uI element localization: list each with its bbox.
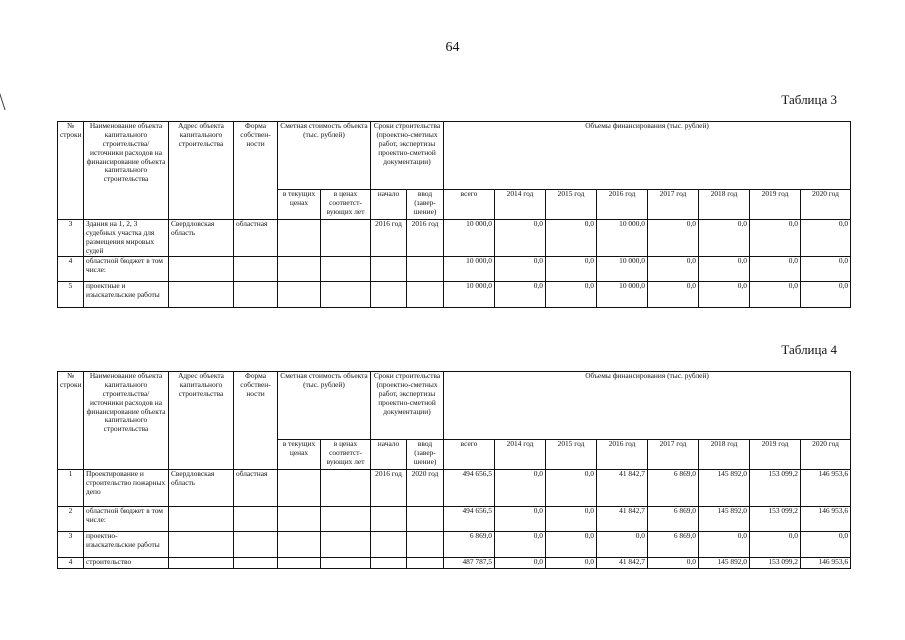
row-total: 487 787,5 xyxy=(444,558,495,569)
row-cost-years xyxy=(321,257,371,282)
row-cost-years xyxy=(321,532,371,558)
row-year-value: 146 953,6 xyxy=(801,558,851,569)
row-ownership: областная xyxy=(234,470,278,507)
row-year-value: 0,0 xyxy=(699,532,750,558)
header-cost-year-prices: в ценах соответст-вующих лет xyxy=(321,440,371,470)
row-year-value: 0,0 xyxy=(546,282,597,308)
row-year-value: 6 869,0 xyxy=(648,507,699,532)
row-year-value: 0,0 xyxy=(546,257,597,282)
row-year-value: 145 892,0 xyxy=(699,558,750,569)
row-year-value: 6 869,0 xyxy=(648,532,699,558)
row-year-value: 0,0 xyxy=(546,532,597,558)
row-end xyxy=(407,257,444,282)
row-year-value: 153 099,2 xyxy=(750,470,801,507)
row-year-value: 0,0 xyxy=(546,470,597,507)
row-number: 4 xyxy=(58,558,84,569)
row-address: Свердловская область xyxy=(169,470,234,507)
row-year-value: 0,0 xyxy=(495,282,546,308)
row-year-value: 0,0 xyxy=(546,507,597,532)
financing-table-4 xyxy=(57,371,851,569)
row-year-value: 0,0 xyxy=(495,470,546,507)
header-row xyxy=(58,122,851,190)
table-row xyxy=(58,507,851,532)
row-year-value: 153 099,2 xyxy=(750,558,801,569)
header-total: всего xyxy=(444,190,495,220)
row-ownership: областная xyxy=(234,220,278,257)
header-cost-current-prices: в текущих ценах xyxy=(278,190,321,220)
header-estimated-cost: Сметная стоимость объекта (тыс. рублей) xyxy=(278,122,371,190)
row-start xyxy=(371,507,407,532)
row-year-value: 0,0 xyxy=(750,282,801,308)
row-total: 494 656,5 xyxy=(444,470,495,507)
header-year: 2020 год xyxy=(801,440,851,470)
row-object-name: проектно-изыскательские работы xyxy=(84,532,169,558)
row-cost-years xyxy=(321,507,371,532)
scan-edge-mark xyxy=(0,88,14,110)
row-ownership xyxy=(234,558,278,569)
financing-table-3 xyxy=(57,121,851,308)
row-cost-current xyxy=(278,257,321,282)
row-total: 10 000,0 xyxy=(444,282,495,308)
header-cost-year-prices: в ценах соответст-вующих лет xyxy=(321,190,371,220)
row-year-value: 0,0 xyxy=(801,220,851,257)
row-cost-years xyxy=(321,220,371,257)
row-cost-current xyxy=(278,507,321,532)
header-year: 2014 год xyxy=(495,440,546,470)
row-year-value: 0,0 xyxy=(546,558,597,569)
table-4-caption: Таблица 4 xyxy=(781,342,837,357)
row-object-name: строительство xyxy=(84,558,169,569)
row-end xyxy=(407,558,444,569)
row-year-value: 0,0 xyxy=(750,220,801,257)
row-address xyxy=(169,507,234,532)
table-3-caption: Таблица 3 xyxy=(781,92,837,107)
table-row xyxy=(58,220,851,257)
row-object-name: Проектирование и строительство пожарных депо xyxy=(84,470,169,507)
row-cost-years xyxy=(321,558,371,569)
row-year-value: 0,0 xyxy=(495,220,546,257)
row-address xyxy=(169,257,234,282)
header-end: ввод (завер-шение) xyxy=(407,440,444,470)
header-ownership: Форма собствен-ности xyxy=(234,122,278,220)
row-end xyxy=(407,282,444,308)
row-year-value: 0,0 xyxy=(597,532,648,558)
row-start xyxy=(371,532,407,558)
header-row-number: № строки xyxy=(58,122,84,220)
page-number: 64 xyxy=(445,40,460,55)
header-year: 2019 год xyxy=(750,190,801,220)
header-financing-volumes: Объемы финансирования (тыс. рублей) xyxy=(444,122,851,190)
row-year-value: 0,0 xyxy=(699,257,750,282)
row-object-name: Здания на 1, 2, 3 судебных участка для размещения мировых судей xyxy=(84,220,169,257)
row-total: 494 656,5 xyxy=(444,507,495,532)
header-object-name: Наименование объекта капитального строительства/ источники расходов на финансирование объекта капитального строительства xyxy=(84,122,169,220)
row-number: 5 xyxy=(58,282,84,308)
row-year-value: 10 000,0 xyxy=(597,257,648,282)
row-year-value: 6 869,0 xyxy=(648,470,699,507)
header-ownership: Форма собствен-ности xyxy=(234,372,278,470)
row-ownership xyxy=(234,257,278,282)
row-total: 10 000,0 xyxy=(444,257,495,282)
row-cost-current xyxy=(278,470,321,507)
row-year-value: 41 842,7 xyxy=(597,507,648,532)
header-year: 2014 год xyxy=(495,190,546,220)
header-end: ввод (завер-шение) xyxy=(407,190,444,220)
header-year: 2016 год xyxy=(597,440,648,470)
row-year-value: 146 953,6 xyxy=(801,470,851,507)
row-year-value: 10 000,0 xyxy=(597,220,648,257)
row-year-value: 0,0 xyxy=(648,257,699,282)
header-row xyxy=(58,372,851,440)
row-year-value: 0,0 xyxy=(495,257,546,282)
row-year-value: 0,0 xyxy=(546,220,597,257)
row-address xyxy=(169,558,234,569)
row-number: 1 xyxy=(58,470,84,507)
row-year-value: 0,0 xyxy=(750,257,801,282)
row-number: 3 xyxy=(58,532,84,558)
row-start xyxy=(371,558,407,569)
row-year-value: 0,0 xyxy=(495,558,546,569)
table-row xyxy=(58,558,851,569)
row-cost-years xyxy=(321,470,371,507)
row-ownership xyxy=(234,507,278,532)
row-total: 10 000,0 xyxy=(444,220,495,257)
row-address: Свердловская область xyxy=(169,220,234,257)
header-year: 2020 год xyxy=(801,190,851,220)
header-cost-current-prices: в текущих ценах xyxy=(278,440,321,470)
row-object-name: проектные и изыскательские работы xyxy=(84,282,169,308)
table-row xyxy=(58,282,851,308)
header-year: 2017 год xyxy=(648,190,699,220)
row-year-value: 0,0 xyxy=(699,282,750,308)
row-start xyxy=(371,257,407,282)
header-year: 2015 год xyxy=(546,190,597,220)
row-number: 3 xyxy=(58,220,84,257)
header-estimated-cost: Сметная стоимость объекта (тыс. рублей) xyxy=(278,372,371,440)
row-cost-current xyxy=(278,220,321,257)
table-row xyxy=(58,257,851,282)
header-total: всего xyxy=(444,440,495,470)
row-address xyxy=(169,532,234,558)
table-row xyxy=(58,532,851,558)
row-year-value: 153 099,2 xyxy=(750,507,801,532)
row-number: 4 xyxy=(58,257,84,282)
row-year-value: 0,0 xyxy=(699,220,750,257)
row-cost-years xyxy=(321,282,371,308)
row-year-value: 0,0 xyxy=(495,532,546,558)
header-address: Адрес объекта капитального строительства xyxy=(169,122,234,220)
row-year-value: 145 892,0 xyxy=(699,507,750,532)
row-start: 2016 год xyxy=(371,220,407,257)
row-year-value: 146 953,6 xyxy=(801,507,851,532)
row-end xyxy=(407,532,444,558)
header-address: Адрес объекта капитального строительства xyxy=(169,372,234,470)
row-year-value: 41 842,7 xyxy=(597,558,648,569)
header-start: начало xyxy=(371,190,407,220)
row-ownership xyxy=(234,282,278,308)
row-end xyxy=(407,507,444,532)
header-year: 2019 год xyxy=(750,440,801,470)
row-year-value: 10 000,0 xyxy=(597,282,648,308)
row-ownership xyxy=(234,532,278,558)
header-year: 2017 год xyxy=(648,440,699,470)
header-year: 2018 год xyxy=(699,190,750,220)
row-year-value: 0,0 xyxy=(801,282,851,308)
row-year-value: 0,0 xyxy=(495,507,546,532)
row-end: 2016 год xyxy=(407,220,444,257)
row-total: 6 869,0 xyxy=(444,532,495,558)
header-year: 2015 год xyxy=(546,440,597,470)
row-year-value: 0,0 xyxy=(648,220,699,257)
header-construction-terms: Сроки строительства (проектно-сметных работ, экспертизы проектно-сметной документации) xyxy=(371,372,444,440)
header-start: начало xyxy=(371,440,407,470)
row-cost-current xyxy=(278,282,321,308)
row-address xyxy=(169,282,234,308)
header-object-name: Наименование объекта капитального строительства/ источники расходов на финансирование объекта капитального строительства xyxy=(84,372,169,470)
row-year-value: 0,0 xyxy=(750,532,801,558)
row-year-value: 0,0 xyxy=(801,532,851,558)
header-construction-terms: Сроки строительства (проектно-сметных работ, экспертизы проектно-сметной документации) xyxy=(371,122,444,190)
row-year-value: 0,0 xyxy=(801,257,851,282)
table-row xyxy=(58,470,851,507)
row-year-value: 0,0 xyxy=(648,282,699,308)
header-year: 2018 год xyxy=(699,440,750,470)
header-year: 2016 год xyxy=(597,190,648,220)
row-cost-current xyxy=(278,558,321,569)
row-object-name: областной бюджет в том числе: xyxy=(84,257,169,282)
header-row-number: № строки xyxy=(58,372,84,470)
row-object-name: областной бюджет в том числе: xyxy=(84,507,169,532)
row-year-value: 145 892,0 xyxy=(699,470,750,507)
row-number: 2 xyxy=(58,507,84,532)
header-financing-volumes: Объемы финансирования (тыс. рублей) xyxy=(444,372,851,440)
row-end: 2020 год xyxy=(407,470,444,507)
row-year-value: 41 842,7 xyxy=(597,470,648,507)
row-start: 2016 год xyxy=(371,470,407,507)
row-cost-current xyxy=(278,532,321,558)
row-start xyxy=(371,282,407,308)
row-year-value: 0,0 xyxy=(648,558,699,569)
